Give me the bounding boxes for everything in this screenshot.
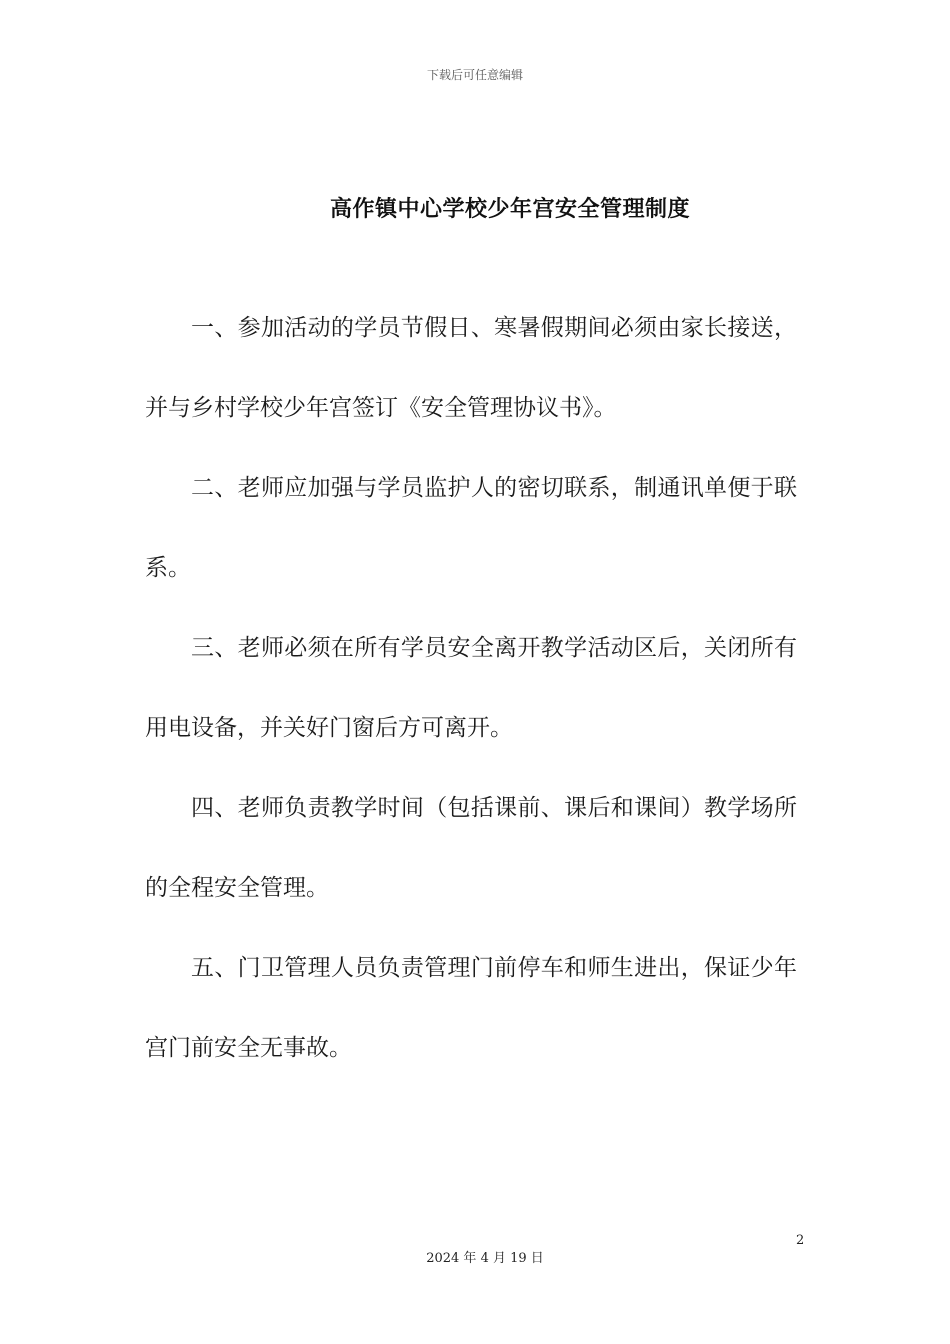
paragraph-1: 一、参加活动的学员节假日、寒暑假期间必须由家长接送，并与乡村学校少年宫签订《安全管理协议书》。 bbox=[145, 315, 797, 421]
paragraph-5: 五、门卫管理人员负责管理门前停车和师生进出，保证少年宫门前安全无事故。 bbox=[145, 955, 797, 1061]
paragraph-4: 四、老师负责教学时间（包括课前、课后和课间）教学场所的全程安全管理。 bbox=[145, 795, 797, 901]
paragraph-3: 三、老师必须在所有学员安全离开教学活动区后，关闭所有用电设备，并关好门窗后方可离开。 bbox=[145, 635, 797, 741]
paragraph-2: 二、老师应加强与学员监护人的密切联系，制通讯单便于联系。 bbox=[145, 475, 797, 581]
page-number: 2 bbox=[796, 1233, 805, 1248]
header-note: 下载后可任意编辑 bbox=[426, 68, 523, 82]
document-title: 高作镇中心学校少年宫安全管理制度 bbox=[329, 197, 690, 222]
footer-date: 2024 年 4 月 19 日 bbox=[426, 1251, 544, 1266]
document-body bbox=[145, 288, 797, 1088]
